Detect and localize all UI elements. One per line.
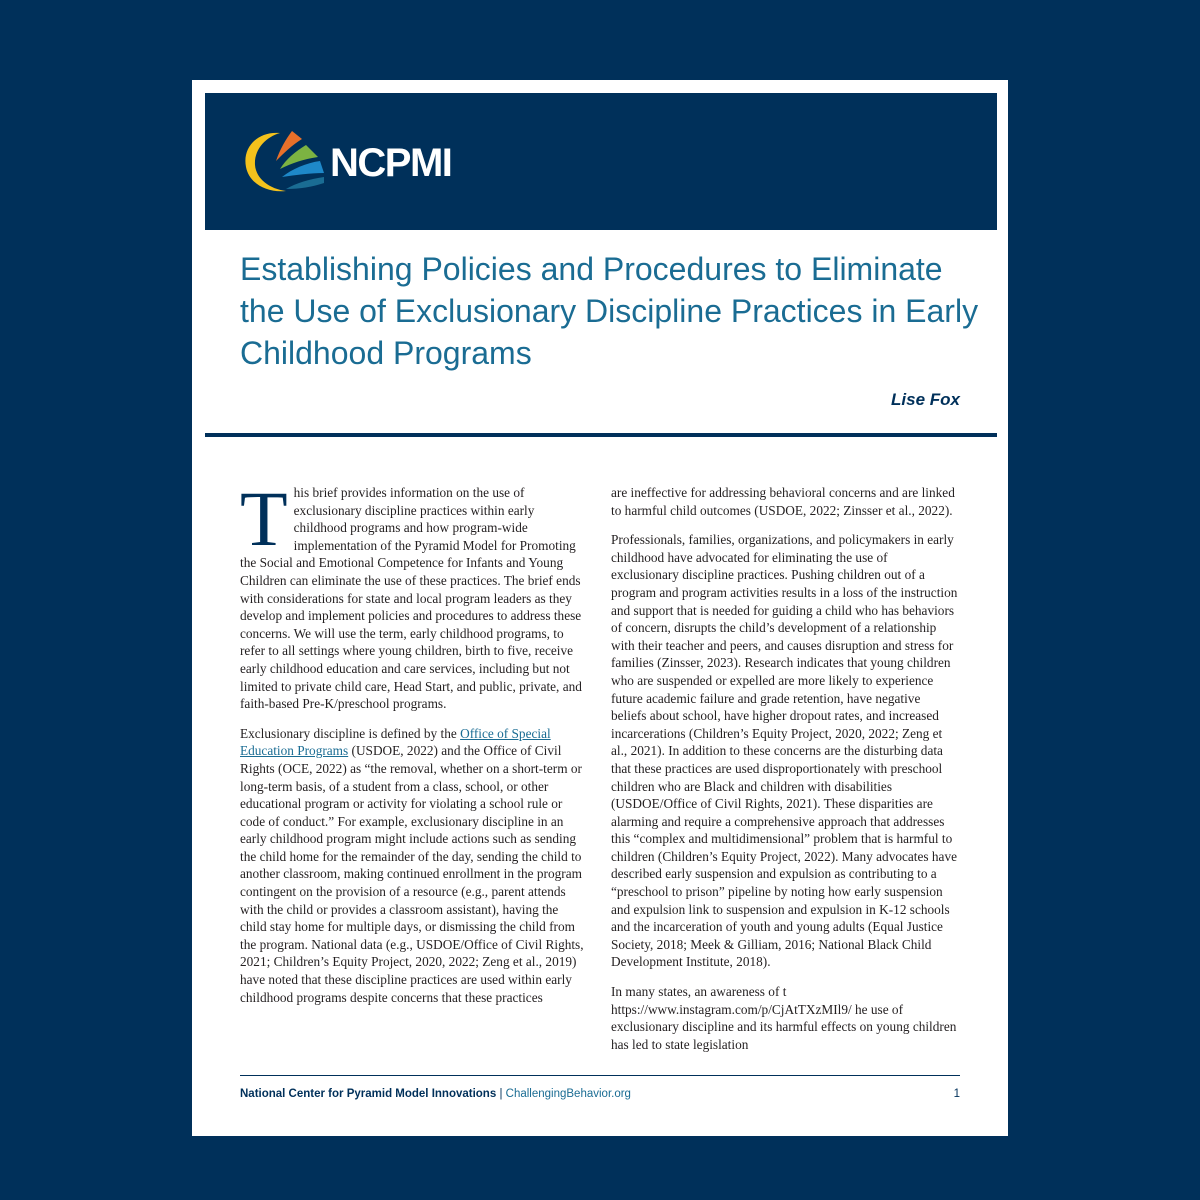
definition-paragraph xyxy=(240,725,587,1007)
right-column xyxy=(611,484,958,1065)
footer-org-name: National Center for Pyramid Model Innovations xyxy=(240,1088,497,1100)
document-page xyxy=(192,80,1008,1136)
footer-website[interactable]: ChallengingBehavior.org xyxy=(505,1088,631,1100)
intro-text: his brief provides information on the use of exclusionary discipline practices within early childhood programs and how program-wide implementation of the Pyramid Model for Promoting the Social and Emotional Competence for Infants and Young Children can eliminate the use of these practices. The brief ends with considerations for state and local program leaders as they develop and implement policies and procedures to address these concerns. We will use the term, early childhood programs, to refer to all settings where young children, birth to five, receive early childhood education and care services, including but not limited to private child care, Head Start, and public, private, and faith-based Pre-K/preschool programs. xyxy=(240,485,582,712)
drop-cap: T xyxy=(240,475,288,562)
footer-separator: | xyxy=(499,1088,503,1100)
advocacy-paragraph: Professionals, families, organizations, and policymakers in early childhood have advocated for eliminating the use of exclusionary discipline practices. Pushing children out of a program and program activities results in a loss of the instruction and support that is needed for guiding a child who has behaviors of concern, disrupts the child’s development of a relationship with their teacher and peers, and causes disruption and stress for families (Zinsser, 2023). Research indicates that young children who are suspended or expelled are more likely to experience future academic failure and grade retention, have negative beliefs about school, have higher dropout rates, and increased incarcerations (Children’s Equity Project, 2020, 2022; Zeng et al., 2021). In addition to these concerns are the disturbing data that these practices are used disproportionately with preschool children who are Black and children with disabilities (USDOE/Office of Civil Rights, 2021). These disparities are alarming and require a comprehensive approach that addresses this “complex and multidimensional” problem that is harmful to children (Children’s Equity Project, 2022). Many advocates have described early suspension and expulsion as contributing to a “preschool to prison” pipeline by noting how early suspension and expulsion link to suspension and expulsion in K-12 schools and the incarceration of youth and young adults (Equal Justice Society, 2018; Meek & Gilliam, 2016; National Black Child Development Institute, 2018). xyxy=(611,532,958,970)
states-paragraph: In many states, an awareness of t https://www.instagram.com/p/CjAtTXzMIl9/ he use of exclusionary discipline and its harmful effects on young children has led to state legislation xyxy=(611,984,957,1052)
ncpmi-logo xyxy=(240,128,451,198)
ncpmi-swoosh-icon xyxy=(240,127,326,199)
osep-link[interactable]: Office of Special Education Programs xyxy=(240,725,551,759)
document-title: Establishing Policies and Procedures to Eliminate the Use of Exclusionary Discipline Practices in Early Childhood Programs xyxy=(240,251,979,371)
logo-text: NCPMI xyxy=(330,140,452,185)
definition-text-start: Exclusionary discipline is defined by the xyxy=(240,725,461,741)
definition-text-end: (USDOE, 2022) and the Office of Civil Rights (OCE, 2022) as “the removal, whether on a short-term or long-term basis, of a student from a class, school, or other educational program or activity for violating a school rule or code of conduct.” For example, exclusionary discipline in an early childhood program might include actions such as sending the child home for the remainder of the day, sending the child to another classroom, making continued enrollment in the program contingent on the provision of a resource (e.g., parent attends with the child or provides a classroom assistant), having the child stay home for multiple days, or dismissing the child from the program. National data (e.g., USDOE/Office of Civil Rights, 2021; Children’s Equity Project, 2020, 2022; Zeng et al., 2019) have noted that these discipline practices are used within early childhood programs despite concerns that these practices xyxy=(240,743,584,1005)
title-divider xyxy=(205,433,997,437)
intro-paragraph xyxy=(240,475,587,713)
footer-divider xyxy=(240,1075,960,1076)
page-number: 1 xyxy=(953,1088,960,1100)
left-column xyxy=(240,475,587,1018)
continuation-paragraph: are ineffective for addressing behavioral concerns and are linked to harmful child outcomes (USDOE, 2022; Zinsser et al., 2022). xyxy=(611,485,955,518)
author-name: Lise Fox xyxy=(891,390,960,409)
footer xyxy=(240,1088,960,1100)
header-band xyxy=(205,93,997,230)
